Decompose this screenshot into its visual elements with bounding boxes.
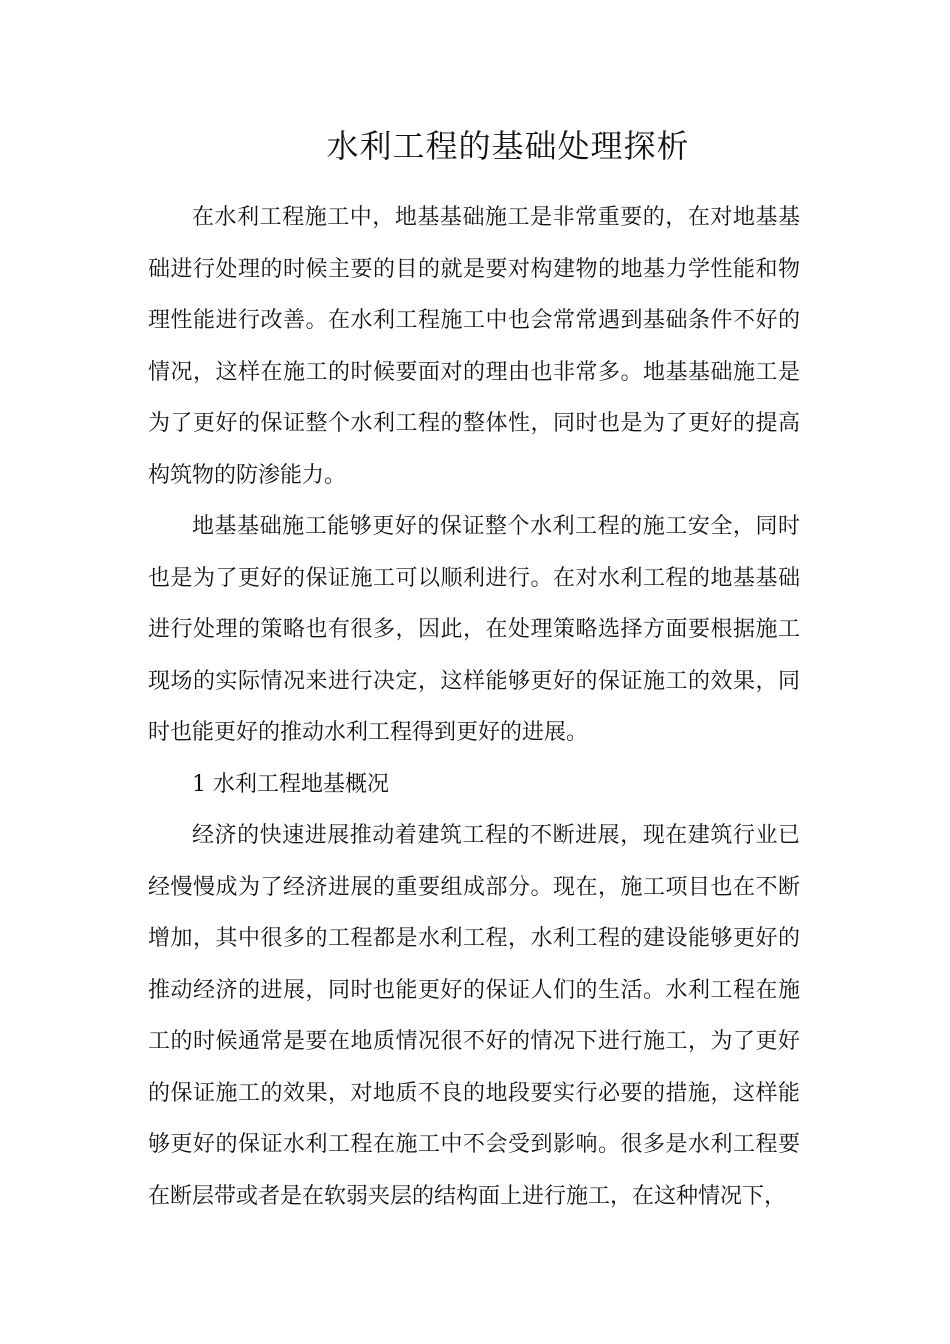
section-heading: 1 水利工程地基概况	[192, 771, 389, 797]
document-body	[148, 192, 800, 1222]
paragraph-intro: 在水利工程施工中，地基基础施工是非常重要的，在对地基基础进行处理的时候主要的目的就是要对构建物的地基力学性能和物理性能进行改善。在水利工程施工中也会常常遇到基础条件不好的情况，这样在施工的时候要面对的理由也非常多。地基基础施工是为了更好的保证整个水利工程的整体性，同时也是为了更好的提高构筑物的防渗能力。	[148, 205, 800, 488]
paragraph-foundation-safety: 地基基础施工能够更好的保证整个水利工程的施工安全，同时也是为了更好的保证施工可以顺利进行。在对水利工程的地基基础进行处理的策略也有很多，因此，在处理策略选择方面要根据施工现场的实际情况来进行决定，这样能够更好的保证施工的效果，同时也能更好的推动水利工程得到更好的进展。	[148, 514, 800, 745]
document-title: 水利工程的基础处理探析	[326, 127, 690, 165]
paragraph-section-1: 经济的快速进展推动着建筑工程的不断进展，现在建筑行业已经慢慢成为了经济进展的重要组成部分。现在，施工项目也在不断增加，其中很多的工程都是水利工程，水利工程的建设能够更好的推动经济的进展，同时也能更好的保证人们的生活。水利工程在施工的时候通常是要在地质情况很不好的情况下进行施工，为了更好的保证施工的效果，对地质不良的地段要实行必要的措施，这样能够更好的保证水利工程在施工中不会受到影响。很多是水利工程要在断层带或者是在软弱夹层的结构面上进行施工，在这种情况下，	[148, 823, 800, 1209]
